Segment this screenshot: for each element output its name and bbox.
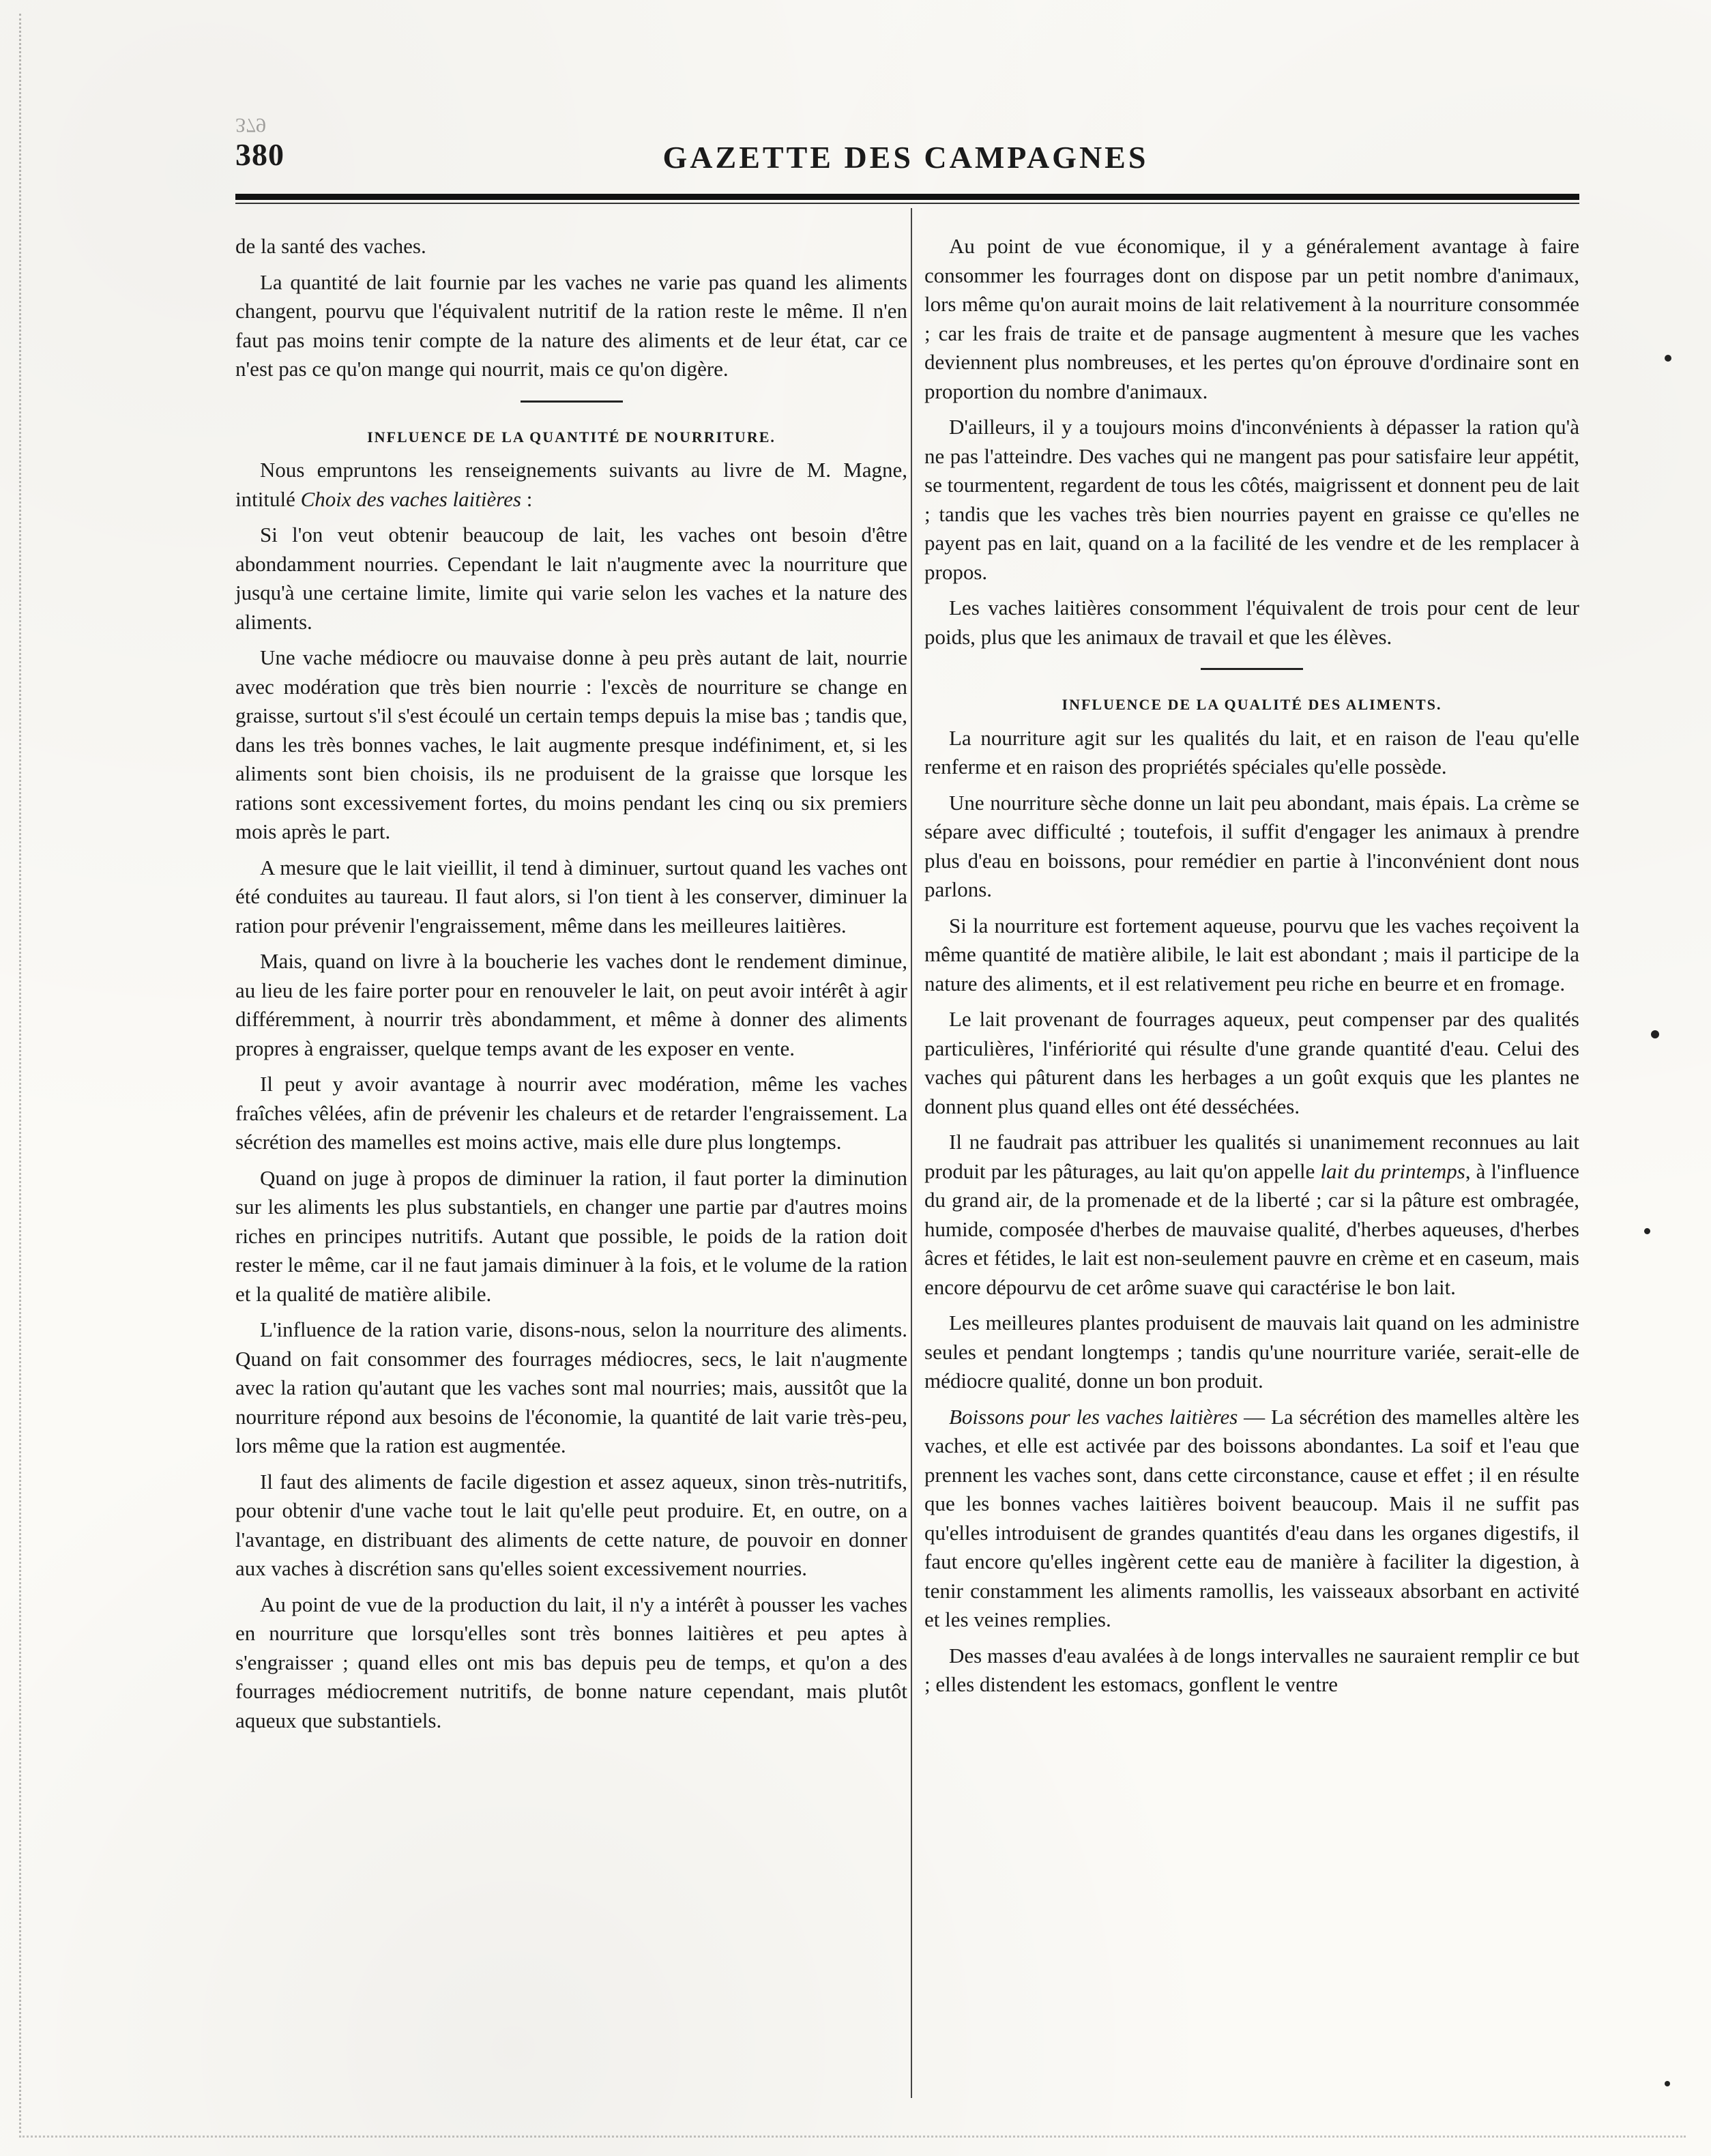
right-column bbox=[924, 232, 1579, 1706]
section-divider bbox=[1201, 668, 1303, 670]
paragraph: Une vache médiocre ou mauvaise donne à peu près autant de lait, nourrie avec modération que très bien nourrie : l'excès de nourriture se change en graisse, surtout s'il s'est écoulé un certain temps depuis la mise bas ; tandis que, dans les très bonnes vaches, le lait augmente presque indéfiniment, et, si les aliments sont bien choisis, ils ne produisent de la graisse que lorsque les rations sont excessivement fortes, du moins pendant les cinq ou six premiers mois après le part. bbox=[235, 645, 907, 843]
paragraph: Au point de vue économique, il y a généralement avantage à faire consommer les fourrages dont on dispose par un petit nombre d'animaux, lors même qu'on aurait moins de lait relativement à la nourriture consommée ; car les frais de traite et de pansage augmentent à mesure que les vaches deviennent plus nombreuses, et les pertes qu'on éprouve d'ordinaire sont en proportion du nombre d'animaux. bbox=[924, 234, 1579, 403]
paragraph: Quand on juge à propos de diminuer la ration, il faut porter la diminution sur les aliments les plus substantiels, en changer une partie par d'autres moins riches en principes nutritifs. Autant que possible, le poids de la ration doit rester le même, car il ne faut jamais diminuer à la fois, et le volume de la ration et la qualité de matière alibile. bbox=[235, 1165, 907, 1306]
italic-heading: Boissons pour les vaches laitières bbox=[949, 1404, 1238, 1429]
header-rule-thick bbox=[235, 194, 1579, 200]
paragraph: Une nourriture sèche donne un lait peu abondant, mais épais. La crème se sépare avec difficulté ; toutefois, il suffit d'engager les animaux à prendre plus d'eau en boissons, pour remédier en partie à l'inconvénient dont nous parlons. bbox=[924, 790, 1579, 901]
scan-speck bbox=[1665, 2081, 1670, 2086]
paragraph: La quantité de lait fournie par les vaches ne varie pas quand les aliments changent, pourvu que l'équivalent nutritif de la ration reste le même. Il n'en faut pas moins tenir compte de la nature des aliments et de leur état, car ce n'est pas ce qu'on mange qui nourrit, mais ce qu'on digère. bbox=[235, 270, 907, 381]
paragraph-text: , à l'influence du grand air, de la promenade et de la liberté ; car si la pâture est ombragée, humide, composée d'herbes de mauvaise qualité, d'herbes aqueuses, d'herbes âcres et fétides, le lait est non-seulement pauvre en crème et en caseum, mais encore dépourvu de cet arôme suave qui caractérise le bon lait. bbox=[924, 1159, 1579, 1299]
scan-speck bbox=[1665, 355, 1671, 362]
paragraph: Si la nourriture est fortement aqueuse, pourvu que les vaches reçoivent la même quantité de matière alibile, le lait est abondant ; mais il participe de la nature des aliments, et il est relativement peu riche en beurre et en fromage. bbox=[924, 913, 1579, 995]
section-heading: INFLUENCE DE LA QUALITÉ DES ALIMENTS. bbox=[1062, 696, 1442, 713]
gazette-title: GAZETTE DES CAMPAGNES bbox=[662, 140, 1149, 175]
section-divider bbox=[521, 400, 623, 403]
paragraph: Mais, quand on livre à la boucherie les vaches dont le rendement diminue, au lieu de les faire porter pour en renouveler le lait, on peut avoir intérêt à agir différemment, à nourrir très abondamment, et même à donner des aliments propres à engraisser, quelque temps avant de les exposer en vente. bbox=[235, 949, 907, 1060]
paragraph: Les vaches laitières consomment l'équivalent de trois pour cent de leur poids, plus que les animaux de travail et que les élèves. bbox=[924, 596, 1579, 649]
paragraph: D'ailleurs, il y a toujours moins d'inconvénients à dépasser la ration qu'à ne pas l'atteindre. Des vaches qui ne mangent pas pour satisfaire leur appétit, se tourmentent, regardent de tous les côtés, maigrissent et donnent peu de lait ; tandis que les vaches très bien nourries payent en graisse ce qu'elles ne payent pas en lait, quand on a la facilité de les vendre et de les remplacer à propos. bbox=[924, 415, 1579, 584]
page-number: 380 bbox=[235, 137, 284, 172]
column-divider bbox=[911, 208, 912, 2098]
scan-speck bbox=[1651, 1030, 1659, 1038]
bleed-through-page-number: 379 bbox=[235, 114, 266, 136]
paragraph: Les meilleures plantes produisent de mauvais lait quand on les administre seules et pendant longtemps ; tandis qu'une nourriture variée, serait-elle de médiocre qualité, donne un bon produit. bbox=[924, 1311, 1579, 1393]
paragraph-text: — La sécrétion des mamelles altère les vaches, et elle est activée par des boissons abondantes. La soif et l'eau que prennent les vaches sont, dans cette circonstance, cause et effet ; il en résulte que les bonnes vaches laitières boivent beaucoup. Mais il ne suffit pas qu'elles introduisent de grandes quantités d'eau dans les organes digestifs, il faut encore qu'elles ingèrent cette eau de manière à faciliter la digestion, à tenir constamment les aliments ramollis, les vaisseaux absorbant en activité et les veines remplies. bbox=[924, 1404, 1580, 1631]
section-heading: INFLUENCE DE LA QUANTITÉ DE NOURRITURE. bbox=[367, 428, 776, 446]
paragraph: Il peut y avoir avantage à nourrir avec modération, même les vaches fraîches vêlées, afin de prévenir les chaleurs et de retarder l'engraissement. La sécrétion des mamelles est moins active, mais elle dure plus longtemps. bbox=[235, 1072, 907, 1154]
page-header bbox=[235, 114, 1576, 191]
paragraph-text: Il ne faudrait pas attribuer les qualités si unanimement reconnues au lait produit par les pâturages, au lait qu'on appelle bbox=[924, 1130, 1579, 1183]
paragraph-text: : bbox=[521, 486, 533, 511]
paragraph: Au point de vue de la production du lait, il n'y a intérêt à pousser les vaches en nourriture que lorsqu'elles sont très bonnes laitières et peu aptes à s'engraisser ; quand elles ont mis bas depuis peu de temps, et qu'on a des fourrages médiocrement nutritifs, de bonne nature cependant, mais plutôt aqueux que substantiels. bbox=[235, 1592, 907, 1732]
paragraph bbox=[924, 1403, 1579, 1635]
scan-speck bbox=[1644, 1228, 1650, 1234]
left-column bbox=[235, 232, 907, 1742]
paragraph: A mesure que le lait vieillit, il tend à diminuer, surtout quand les vaches ont été conduites au taureau. Il faut alors, si l'on tient à les conserver, diminuer la ration pour prévenir l'engraissement, même dans les meilleures laitières. bbox=[235, 855, 907, 937]
paragraph bbox=[235, 456, 907, 514]
paragraph-text: Nous empruntons les renseignements suivants au livre de M. Magne, intitulé bbox=[235, 458, 907, 511]
paragraph: Des masses d'eau avalées à de longs intervalles ne sauraient remplir ce but ; elles distendent les estomacs, gonflent le ventre bbox=[924, 1643, 1579, 1696]
paragraph: Si l'on veut obtenir beaucoup de lait, les vaches ont besoin d'être abondamment nourries. Cependant le lait n'augmente avec la nourriture que jusqu'à une certaine limite, limite qui varie selon les vaches et la nature des aliments. bbox=[235, 523, 907, 634]
paragraph: La nourriture agit sur les qualités du lait, et en raison de l'eau qu'elle renferme et en raison des propriétés spéciales qu'elle possède. bbox=[924, 725, 1579, 778]
paragraph bbox=[924, 1128, 1579, 1302]
paragraph: de la santé des vaches. bbox=[235, 234, 426, 258]
italic-term: lait du printemps bbox=[1320, 1159, 1465, 1183]
book-title: Choix des vaches laitières bbox=[300, 486, 521, 511]
paragraph: Il faut des aliments de facile digestion et assez aqueux, sinon très-nutritifs, pour obtenir d'une vache tout le lait qu'elle peut produire. Et, en outre, on a l'avantage, en distribuant des aliments de cette nature, de pouvoir en donner aux vaches à discrétion sans qu'elles soient excessivement nourries. bbox=[235, 1469, 907, 1580]
header-rule-thin bbox=[235, 203, 1579, 204]
paragraph: L'influence de la ration varie, disons-nous, selon la nourriture des aliments. Quand on fait consommer des fourrages médiocres, secs, le lait n'augmente avec la ration qu'autant que les vaches sont mal nourries; mais, aussitôt que la nourriture répond aux besoins de l'économie, la quantité de lait varie très-peu, lors même que la ration est augmentée. bbox=[235, 1317, 907, 1457]
paragraph: Le lait provenant de fourrages aqueux, peut compenser par des qualités particulières, l'infériorité qui résulte d'une grande quantité d'eau. Celui des vaches qui pâturent dans les herbages a un goût exquis que les plantes ne donnent plus quand elles ont été desséchées. bbox=[924, 1007, 1579, 1118]
